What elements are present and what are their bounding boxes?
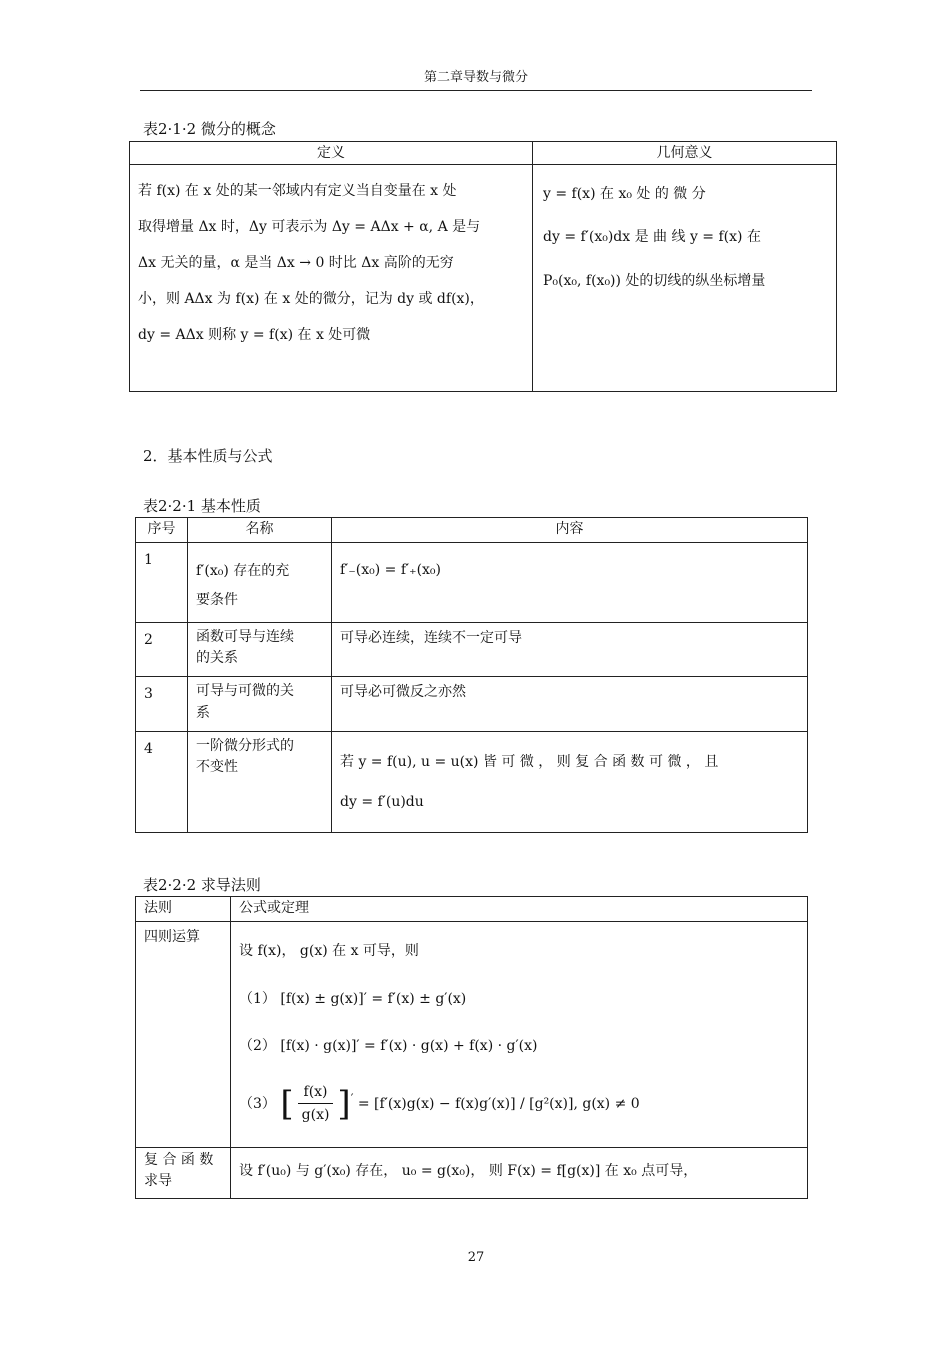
col-header-rule: 法则: [136, 897, 231, 922]
row-number: 1: [144, 552, 153, 568]
row-content-line: 可导必可微反之亦然: [340, 684, 466, 701]
row-content-line: f′₋(x₀) = f′₊(x₀): [340, 562, 441, 578]
table-differential-concept: [129, 141, 837, 392]
definition-line: 小，则 AΔx 为 f(x) 在 x 处的微分，记为 dy 或 df(x)，: [138, 291, 484, 308]
col-header-name: 名称: [188, 518, 332, 543]
row-name-line: 要条件: [196, 592, 238, 609]
row-name-line: 不变性: [196, 759, 238, 776]
definition-line: dy = AΔx 则称 y = f(x) 在 x 处可微: [138, 327, 371, 344]
row-name-line: 一阶微分形式的: [196, 737, 294, 754]
table-row: [136, 922, 808, 1148]
table-derivative-rules: [135, 896, 808, 1199]
rule-name: 四则运算: [144, 929, 200, 945]
formula-label: （3）: [239, 1095, 276, 1112]
table-row: [136, 543, 808, 623]
formula-line: （2） [f(x) · g(x)]′ = f′(x) · g(x) + f(x) · g′(x): [239, 1038, 538, 1055]
col-header-content: 内容: [332, 518, 808, 543]
geometry-line: P₀(x₀, f(x₀)) 处的切线的纵坐标增量: [543, 272, 766, 289]
row-name-line: f′(x₀) 存在的充: [196, 563, 290, 579]
running-header: 第二章导数与微分: [140, 66, 812, 91]
table3-caption: 表2·2·2 求导法则: [143, 876, 261, 894]
definition-line: 若 f(x) 在 x 处的某一邻域内有定义当自变量在 x 处: [138, 183, 457, 199]
table-row: [136, 622, 808, 676]
row-name-line: 可导与可微的关: [196, 683, 294, 700]
row-content-line: dy = f′(u)du: [340, 794, 424, 811]
quotient-fraction: [298, 1081, 334, 1127]
definition-line: Δx 无关的量，α 是当 Δx → 0 时比 Δx 高阶的无穷: [138, 255, 454, 272]
col-header-formula: 公式或定理: [231, 897, 808, 922]
table-row: [136, 731, 808, 832]
page-number: 27: [467, 1250, 485, 1265]
col-header-number: 序号: [136, 518, 188, 543]
row-content-line: 可导必连续，连续不一定可导: [340, 629, 522, 646]
row-number: 3: [144, 686, 153, 703]
row-number: 2: [144, 631, 153, 648]
row-name-line: 系: [196, 704, 210, 721]
table2-caption: 表2·2·1 基本性质: [143, 497, 261, 515]
formula-line: 设 f(x)， g(x) 在 x 可导，则: [239, 943, 419, 959]
geometry-line: dy = f′(x₀)dx 是 曲 线 y = f(x) 在: [543, 229, 761, 246]
col-header-geometry: 几何意义: [533, 142, 837, 165]
formula-line: （1） [f(x) ± g(x)]′ = f′(x) ± g′(x): [239, 990, 467, 1007]
row-number: 4: [144, 740, 153, 757]
table1-caption: 表2·1·2 微分的概念: [143, 120, 276, 138]
geometry-cell: [533, 165, 837, 392]
definition-line: 取得增量 Δx 时，Δy 可表示为 Δy = AΔx + α, A 是与: [138, 219, 481, 236]
section-title: 2．基本性质与公式: [143, 447, 273, 465]
row-name-line: 的关系: [196, 650, 238, 667]
geometry-line: y = f(x) 在 x₀ 处 的 微 分: [543, 186, 706, 202]
quotient-rhs: = [f′(x)g(x) − f(x)g′(x)] / [g²(x)], g(x) ≠ 0: [357, 1095, 640, 1112]
row-content-line: 若 y = f(u), u = u(x) 皆 可 微 ， 则 复 合 函 数 可 微 ， 且: [340, 753, 719, 770]
rule-name: 复 合 函 数 求导: [144, 1152, 214, 1189]
fraction-denominator: g(x): [301, 1107, 330, 1124]
row-name-line: 函数可导与连续: [196, 628, 294, 645]
quotient-rule-line: （3） [ $\frac{f(x)}{g(x)}$ ]′ = [f′(x)g(x) − f(x)g′(x)] / [g²(x)], g(x) ≠ 0: [239, 1077, 799, 1131]
col-header-definition: 定义: [130, 142, 533, 165]
table-row: [136, 1148, 808, 1199]
table-basic-properties: [135, 517, 808, 833]
definition-cell: [130, 165, 533, 392]
formula-line: 设 f′(u₀) 与 g′(x₀) 存在， u₀ = g(x₀)， 则 F(x) = f[g(x)] 在 x₀ 点可导，: [239, 1163, 698, 1179]
fraction-numerator: f(x): [298, 1081, 334, 1104]
table-row: [136, 677, 808, 731]
